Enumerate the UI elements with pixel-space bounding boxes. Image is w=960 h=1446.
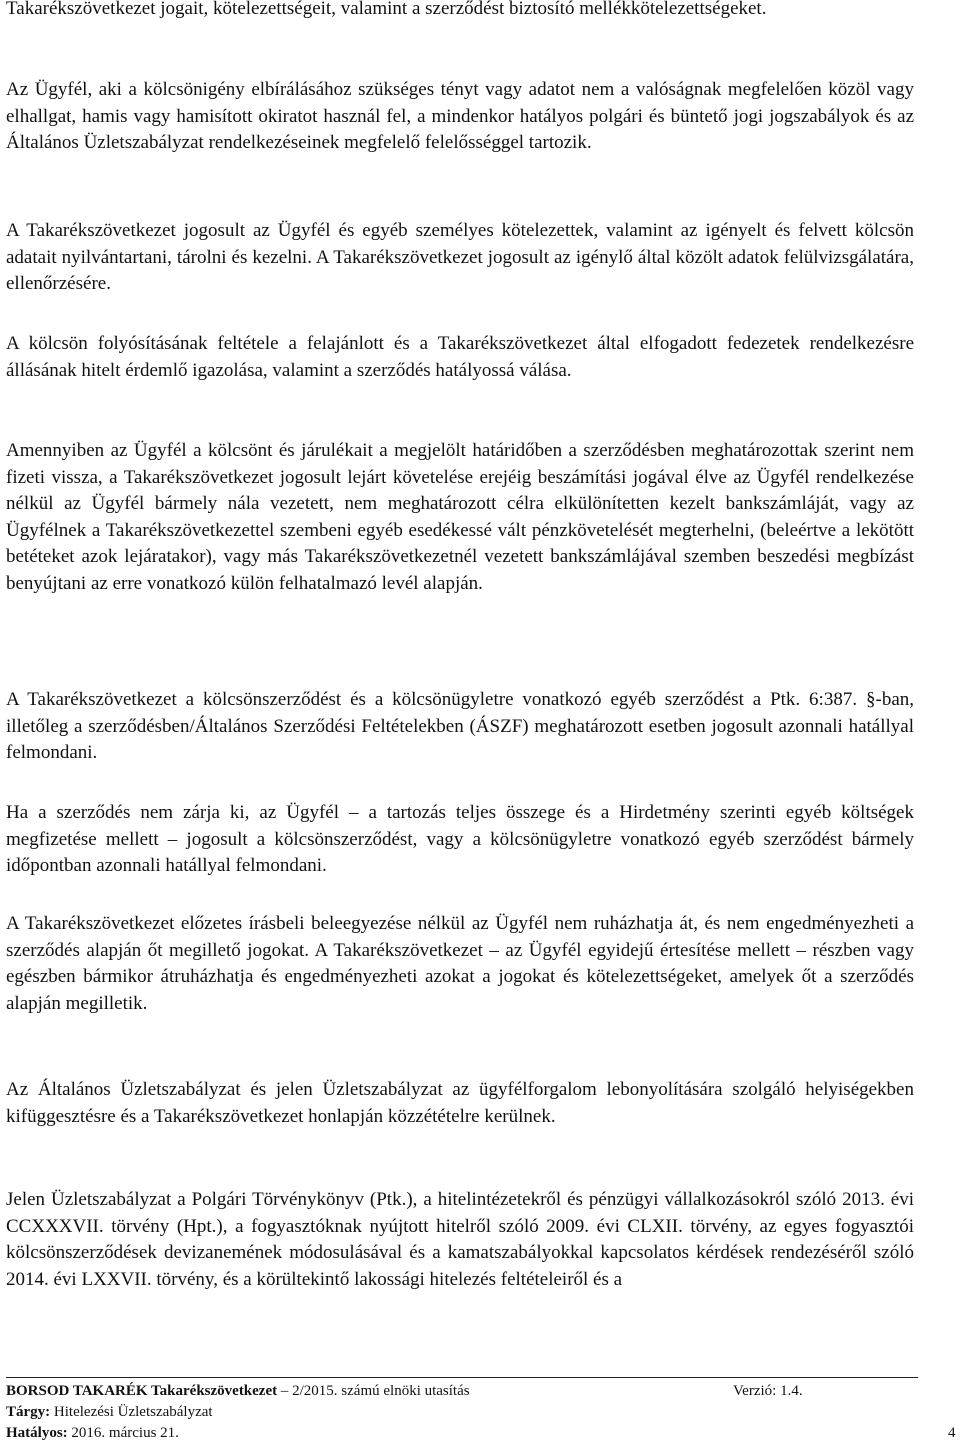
paragraph-data-handling: A Takarékszövetkezet jogosult az Ügyfél és egyéb személyes kötelezettek, valamint az igényelt és felvett kölcsön adatait nyilvántartani, tárolni és kezelni. A Takarékszövetkezet jogosult az igénylő által közölt adatok felülvizsgálatára, ellenőrzésére. [6, 220, 914, 295]
paragraph-disbursement-condition: A kölcsön folyósításának feltétele a felajánlott és a Takarékszövetkezet által elfogadott fedezetek rendelkezésre állásának hitelt érdemlő igazolása, valamint a szerződés hatályossá válása. [6, 333, 914, 381]
paragraph-obligations: Takarékszövetkezet jogait, kötelezettségeit, valamint a szerződést biztosító mellékkötelezettségeket. [6, 0, 767, 19]
paragraph-false-data-liability: Az Ügyfél, aki a kölcsönigény elbírálásához szükséges tényt vagy adatot nem a valóságnak megfelelően közöl vagy elhallgat, hamis vagy hamisított okiratot használ fel, a mindenkor hatályos polgári és büntető jogi jogszabályok és az Általános Üzletszabályzat rendelkezéseinek megfelelő felelősséggel tartozik. [6, 79, 914, 154]
footer-version: Verzió: 1.4. [733, 1383, 803, 1399]
footer-effective-label: Hatályos: [6, 1425, 68, 1441]
page-number: 4 [948, 1425, 956, 1441]
footer-subject: Hitelezési Üzletszabályzat [53, 1404, 213, 1420]
paragraph-legal-basis: Jelen Üzletszabályzat a Polgári Törvénykönyv (Ptk.), a hitelintézetekről és pénzügyi vállalkozásokról szóló 2013. évi CCXXXVII. törvény (Hpt.), a fogyasztóknak nyújtott hitelről szóló 2009. évi CLXII. törvény, az egyes fogyasztói kölcsönszerződések devizanemének módosulásával és a kamatszabályokkal kapcsolatos kérdések rendezéséről szóló 2014. évi LXXVII. törvény, és a körültekintő lakossági hitelezés feltételeiről és a [6, 1189, 914, 1290]
footer-row-org [6, 1381, 956, 1402]
paragraph-set-off-right: Amennyiben az Ügyfél a kölcsönt és járulékait a megjelölt határidőben a szerződésben meghatározottak szerint nem fizeti vissza, a Takarékszövetkezet jogosult lejárt követelése erejéig beszámítási jogával élve az Ügyfél rendelkezése nélkül az Ügyfél bármely nála vezetett, nem meghatározott célra elkülönítetten kezelt bankszámláját, vagy az Ügyfélnek a Takarékszövetkezettel szembeni egyéb esedékessé vált pénzkövetelését megterhelni, (beleértve a lekötött betéteket azok lejáratakor), vagy más Takarékszövetkezetnél vezetett bankszámlájával szemben beszedési megbízást benyújtani az erre vonatkozó külön felhatalmazó levél alapján. [6, 440, 914, 594]
footer-directive: – 2/2015. számú elnöki utasítás [280, 1383, 470, 1399]
footer-subject-label: Tárgy: [6, 1404, 51, 1420]
footer-row-effective [6, 1423, 956, 1444]
footer-effective-date: 2016. március 21. [71, 1425, 179, 1441]
footer-divider [6, 1377, 918, 1378]
footer-org-name: BORSOD TAKARÉK Takarékszövetkezet [6, 1383, 278, 1399]
page-footer [6, 1381, 956, 1444]
paragraph-termination-by-client: Ha a szerződés nem zárja ki, az Ügyfél – a tartozás teljes összege és a Hirdetmény szerinti egyéb költségek megfizetése mellett – jogosult a kölcsönszerződést, vagy a kölcsönügyletre vonatkozó egyéb szerződést bármely időpontban azonnali hatállyal felmondani. [6, 802, 914, 877]
footer-row-subject [6, 1402, 956, 1423]
paragraph-termination-by-bank: A Takarékszövetkezet a kölcsönszerződést és a kölcsönügyletre vonatkozó egyéb szerződést a Ptk. 6:387. §-ban, illetőleg a szerződésben/Általános Szerződési Feltételekben (ÁSZF) meghatározott esetben jogosult azonnali hatállyal felmondani. [6, 689, 914, 764]
paragraph-assignment: A Takarékszövetkezet előzetes írásbeli beleegyezése nélkül az Ügyfél nem ruházhatja át, és nem engedményezheti a szerződés alapján őt megillető jogokat. A Takarékszövetkezet – az Ügyfél egyidejű értesítése mellett – részben vagy egészben bármikor átruházhatja és engedményezheti azokat a jogokat és kötelezettségeket, amelyek őt a szerződés alapján megilletik. [6, 913, 914, 1014]
paragraph-publication: Az Általános Üzletszabályzat és jelen Üzletszabályzat az ügyfélforgalom lebonyolítására szolgáló helyiségekben kifüggesztésre és a Takarékszövetkezet honlapján közzétételre kerülnek. [6, 1079, 914, 1127]
